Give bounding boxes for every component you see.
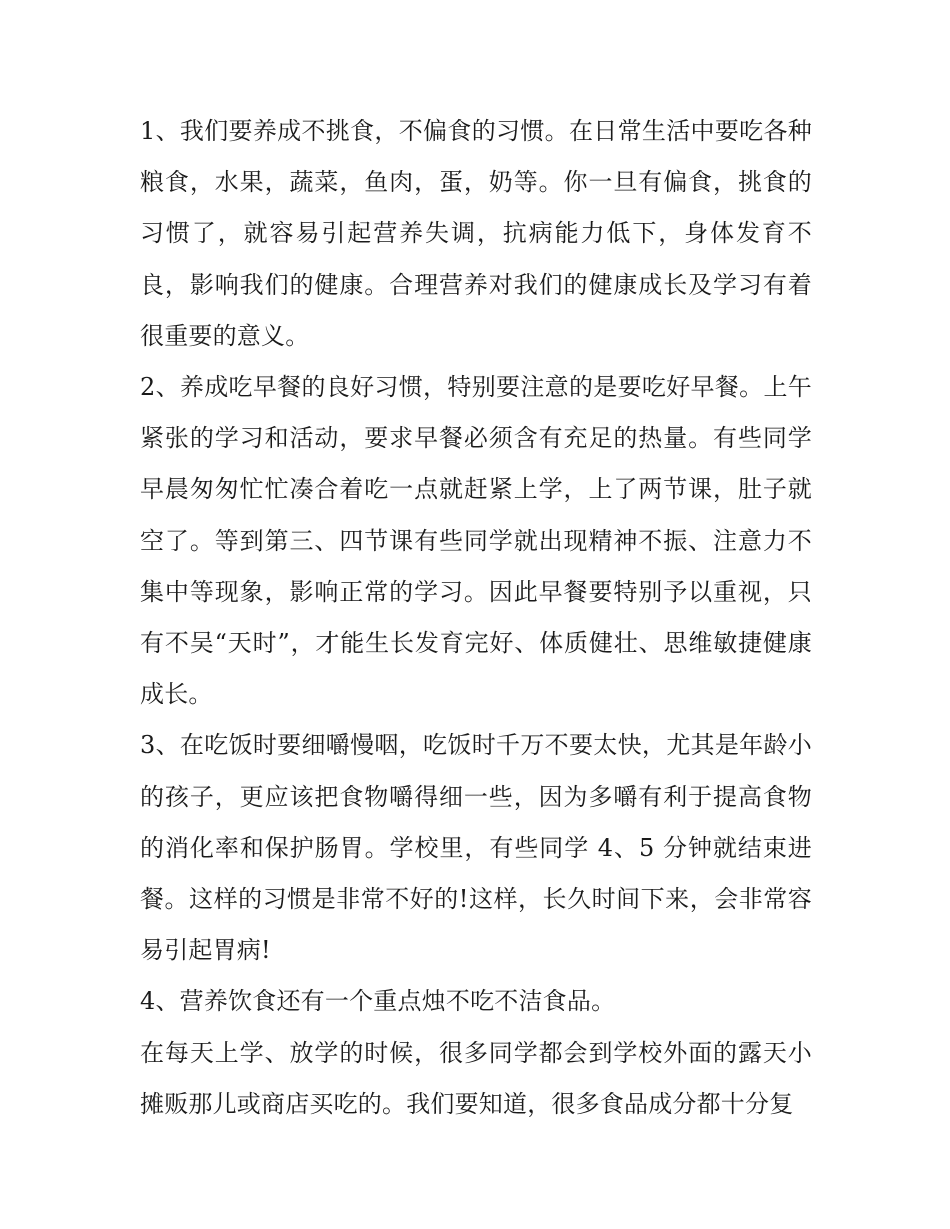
paragraph-chew-slowly: 3、在吃饭时要细嚼慢咽，吃饭时千万不要太快，尤其是年龄小的孩子，更应该把食物嚼得细一些，因为多嚼有利于提高食物的消化率和保护肠胃。学校里，有些同学 4、5 分钟就结束进餐。这样的习惯是非常不好的!这样，长久时间下来，会非常容易引起胃病! <box>140 731 812 965</box>
paragraph-habit-no-picky-eating: 1、我们要养成不挑食，不偏食的习惯。在日常生活中要吃各种粮食，水果，蔬菜，鱼肉，蛋，奶等。你一旦有偏食，挑食的习惯了，就容易引起营养失调，抗病能力低下，身体发育不良，影响我们的健康。合理营养对我们的健康成长及学习有着很重要的意义。 <box>140 117 812 350</box>
paragraph-breakfast-habit: 2、养成吃早餐的良好习惯，特别要注意的是要吃好早餐。上午紧张的学习和活动，要求早餐必须含有充足的热量。有些同学早晨匆匆忙忙凑合着吃一点就赶紧上学，上了两节课，肚子就空了。等到第三、四节课有些同学就出现精神不振、注意力不集中等现象，影响正常的学习。因此早餐要特别予以重视，只有不吴“天时”，才能生长发育完好、体质健壮、思维敏捷健康成长。 <box>140 373 812 709</box>
paragraph-street-vendors: 在每天上学、放学的时候，很多同学都会到学校外面的露天小摊贩那儿或商店买吃的。我们要知道，很多食品成分都十分复 <box>140 1038 812 1118</box>
document-body <box>140 106 812 1130</box>
paragraph-clean-food: 4、营养饮食还有一个重点烛不吃不洁食品。 <box>140 987 616 1016</box>
